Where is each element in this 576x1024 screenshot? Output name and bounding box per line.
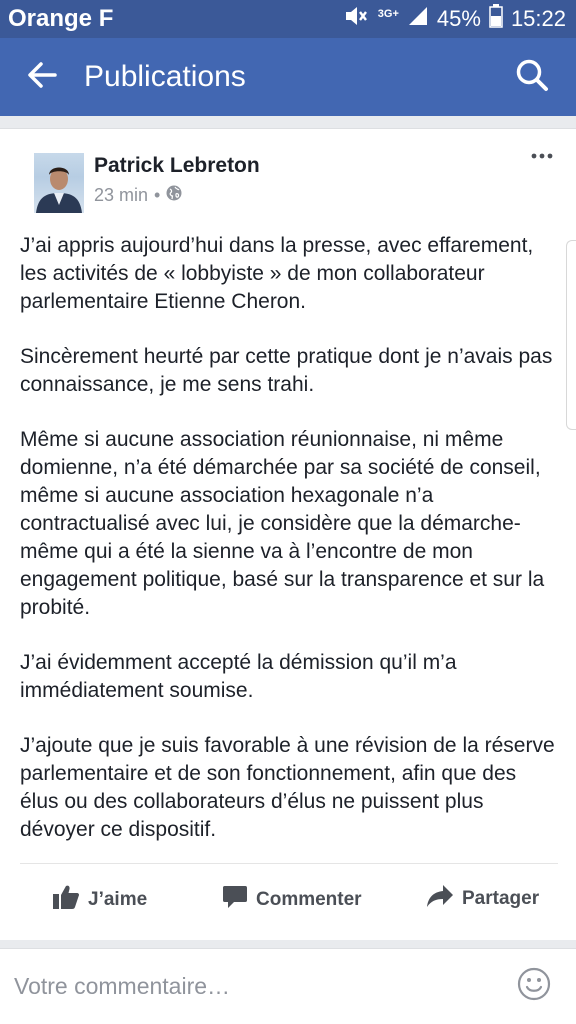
post-paragraph: Même si aucune association réunionnaise, ni même domienne, n’a été démarchée par sa société de conseil, même si aucune association hexagonale n’a contractualisé avec lui, je considère que la démarche-même qui a été la sienne va à l’encontre de mon engagement politique, basé sur la transparence et sur la probité. [20, 428, 545, 619]
post-paragraph: J’ajoute que je suis favorable à une révision de la réserve parlementaire et de son fonctionnement, afin que des élus ou des collaborateurs d’élus ne puissent plus dévoyer ce dispositif. [20, 734, 555, 841]
status-bar [0, 0, 576, 38]
post-author[interactable]: Patrick Lebreton [94, 154, 260, 177]
post-card [0, 128, 576, 941]
post-actions [20, 863, 558, 930]
emoji-button[interactable] [514, 967, 554, 1007]
signal-icon [407, 5, 429, 33]
avatar[interactable] [34, 153, 84, 213]
comment-input[interactable] [14, 973, 514, 1000]
share-button[interactable] [426, 884, 539, 914]
post-body [20, 232, 560, 871]
post-options-button[interactable] [528, 145, 556, 165]
comment-bar [0, 948, 576, 1024]
post-meta [94, 185, 182, 206]
post-time[interactable]: 23 min [94, 185, 149, 205]
scroll-handle[interactable] [566, 240, 576, 430]
carrier-name: Orange F [8, 5, 114, 32]
section-divider [0, 940, 576, 948]
globe-icon [166, 185, 182, 206]
speech-bubble-icon [222, 884, 248, 916]
app-bar [0, 38, 576, 116]
search-icon [515, 58, 549, 97]
post-paragraph: Sincèrement heurté par cette pratique dont je n’avais pas connaissance, je me sens trahi. [20, 345, 553, 396]
battery-level: 45% [436, 6, 481, 31]
more-dots-icon [531, 146, 553, 164]
mute-icon [344, 5, 370, 33]
battery-icon [489, 4, 503, 34]
arrow-left-icon [27, 62, 57, 93]
clock: 15:22 [510, 6, 566, 31]
like-button[interactable] [52, 884, 147, 916]
like-label: J’aime [88, 889, 148, 910]
comment-button[interactable] [222, 884, 362, 916]
meta-separator: • [154, 185, 161, 205]
smiley-icon [517, 967, 551, 1006]
search-button[interactable] [488, 38, 576, 116]
share-label: Partager [462, 888, 540, 909]
comment-label: Commenter [256, 889, 362, 910]
status-indicators [344, 4, 566, 34]
thumbs-up-icon [52, 884, 80, 916]
page-title: Publications [84, 60, 246, 93]
network-type: 3G+ [377, 8, 399, 20]
post-paragraph: J’ai évidemment accepté la démission qu’il m’a immédiatement soumise. [20, 651, 457, 702]
share-arrow-icon [426, 884, 454, 914]
post-paragraph: J’ai appris aujourd’hui dans la presse, avec effarement, les activités de « lobbyiste » de mon collaborateur parlementaire Etienne Cheron. [20, 234, 534, 313]
back-button[interactable] [0, 38, 84, 116]
